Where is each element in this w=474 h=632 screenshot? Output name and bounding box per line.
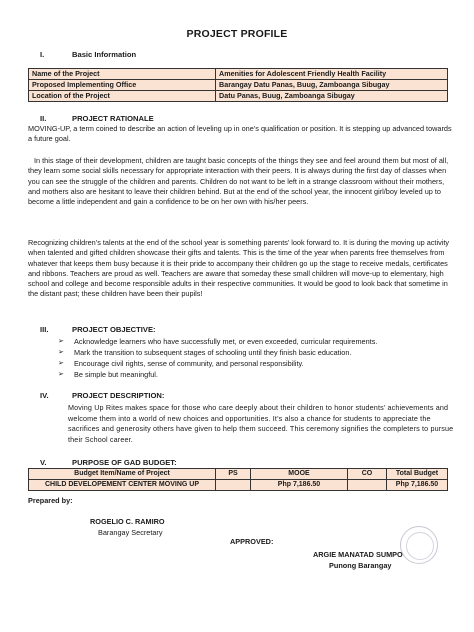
arrow-bullet-icon: ➢ [58, 360, 64, 367]
objectives-list [56, 336, 377, 380]
section-3-number: III. [40, 325, 49, 334]
section-2-number: II. [40, 114, 47, 123]
approver-position: Punong Barangay [329, 561, 392, 570]
page-title: PROJECT PROFILE [186, 28, 288, 40]
rationale-paragraph-3: Recognizing children’s talents at the end of the school year is something parents’ look forward to. It is during the moving up activity when talented and gifted children showcase their gifts and talents. This is the time of the year when parents free themselves from whatever that keeps them busy because it is their pride to accompany their children go up the stage to receive medals, certificates and ribbons. Teachers are proud as well. Teachers are aware that someday these small children will move-up to elementary, high school and college and become responsible adults in their respective communities. It would be good to look back that sometime in the distant past; these children have been their pupils! [28, 238, 450, 299]
basic-info-table [28, 68, 448, 102]
objective-text: Mark the transition to subsequent stages of schooling until they finish basic education. [74, 348, 352, 357]
arrow-bullet-icon: ➢ [58, 338, 64, 345]
list-item [56, 369, 377, 380]
section-1-title: Basic Information [72, 50, 137, 59]
approved-label: APPROVED: [230, 537, 274, 546]
table-header: PS [216, 469, 251, 480]
objective-text: Be simple but meaningful. [74, 370, 158, 379]
arrow-bullet-icon: ➢ [58, 371, 64, 378]
table-cell: Php 7,186.50 [251, 480, 348, 491]
list-item [56, 358, 377, 369]
prepared-by-label: Prepared by: [28, 496, 73, 505]
info-value: Barangay Datu Panas, Buug, Zamboanga Sibugay [216, 80, 448, 91]
info-value: Datu Panas, Buug, Zamboanga Sibugay [216, 91, 448, 102]
objective-text: Encourage civil rights, sense of community, and personal responsibility. [74, 359, 304, 368]
section-5-number: V. [40, 458, 47, 467]
arrow-bullet-icon: ➢ [58, 349, 64, 356]
section-1-number: I. [40, 50, 45, 59]
table-header-row [29, 469, 448, 480]
objective-text: Acknowledge learners who have successfully met, or even exceeded, curricular requirements. [74, 337, 378, 346]
info-row [29, 69, 448, 80]
table-header: MOOE [251, 469, 348, 480]
table-cell: CHILD DEVELOPEMENT CENTER MOVING UP [29, 480, 216, 491]
list-item [56, 336, 377, 347]
table-row [29, 480, 448, 491]
section-5-title: PURPOSE OF GAD BUDGET: [72, 458, 177, 467]
info-label: Name of the Project [29, 69, 216, 80]
project-description: Moving Up Rites makes space for those who care deeply about their children to honor students’ achievements and welcome them into a world of new choices and opportunities. It’s also a chance for students to appreciate the sacrifices and generosity others have given to help them succeed. This ceremony signifies the completers to pursue their School career. [68, 403, 454, 444]
table-cell [348, 480, 387, 491]
section-3-title: PROJECT OBJECTIVE: [72, 325, 156, 334]
table-cell [216, 480, 251, 491]
preparer-position: Barangay Secretary [98, 528, 163, 537]
table-header: CO [348, 469, 387, 480]
budget-table [28, 468, 448, 491]
rationale-paragraph-1: MOVING-UP, a term coined to describe an action of leveling up in one’s qualification or position. It is stepping up advanced towards a future goal. [28, 124, 452, 144]
table-cell: Php 7,186.50 [387, 480, 448, 491]
info-row [29, 91, 448, 102]
section-4-title: PROJECT DESCRIPTION: [72, 391, 165, 400]
list-item [56, 347, 377, 358]
table-header: Budget Item/Name of Project [29, 469, 216, 480]
barangay-seal-stamp [400, 526, 438, 564]
approver-name: ARGIE MANATAD SUMPO [313, 550, 403, 559]
info-value: Amenities for Adolescent Friendly Health Facility [216, 69, 448, 80]
section-4-number: IV. [40, 391, 49, 400]
info-label: Location of the Project [29, 91, 216, 102]
rationale-paragraph-2: In this stage of their development, children are taught basic concepts of the things they see and feel around them but most of all, they learn some social skills necessary for appropriate interaction with their peers. It is always during the first day of classes when you can see the struggle of the children and parents. Children do not want to be left in a strange classroom without their mothers, and mothers also are hesitant to leave their children behind. But at the end of the school year, the innocent girl/boy leveled up to become a little independent and gain a confidence to be on her own with his/her peers. [28, 156, 449, 207]
section-2-title: PROJECT RATIONALE [72, 114, 154, 123]
preparer-name: ROGELIO C. RAMIRO [90, 517, 165, 526]
table-header: Total Budget [387, 469, 448, 480]
info-label: Proposed Implementing Office [29, 80, 216, 91]
info-row [29, 80, 448, 91]
